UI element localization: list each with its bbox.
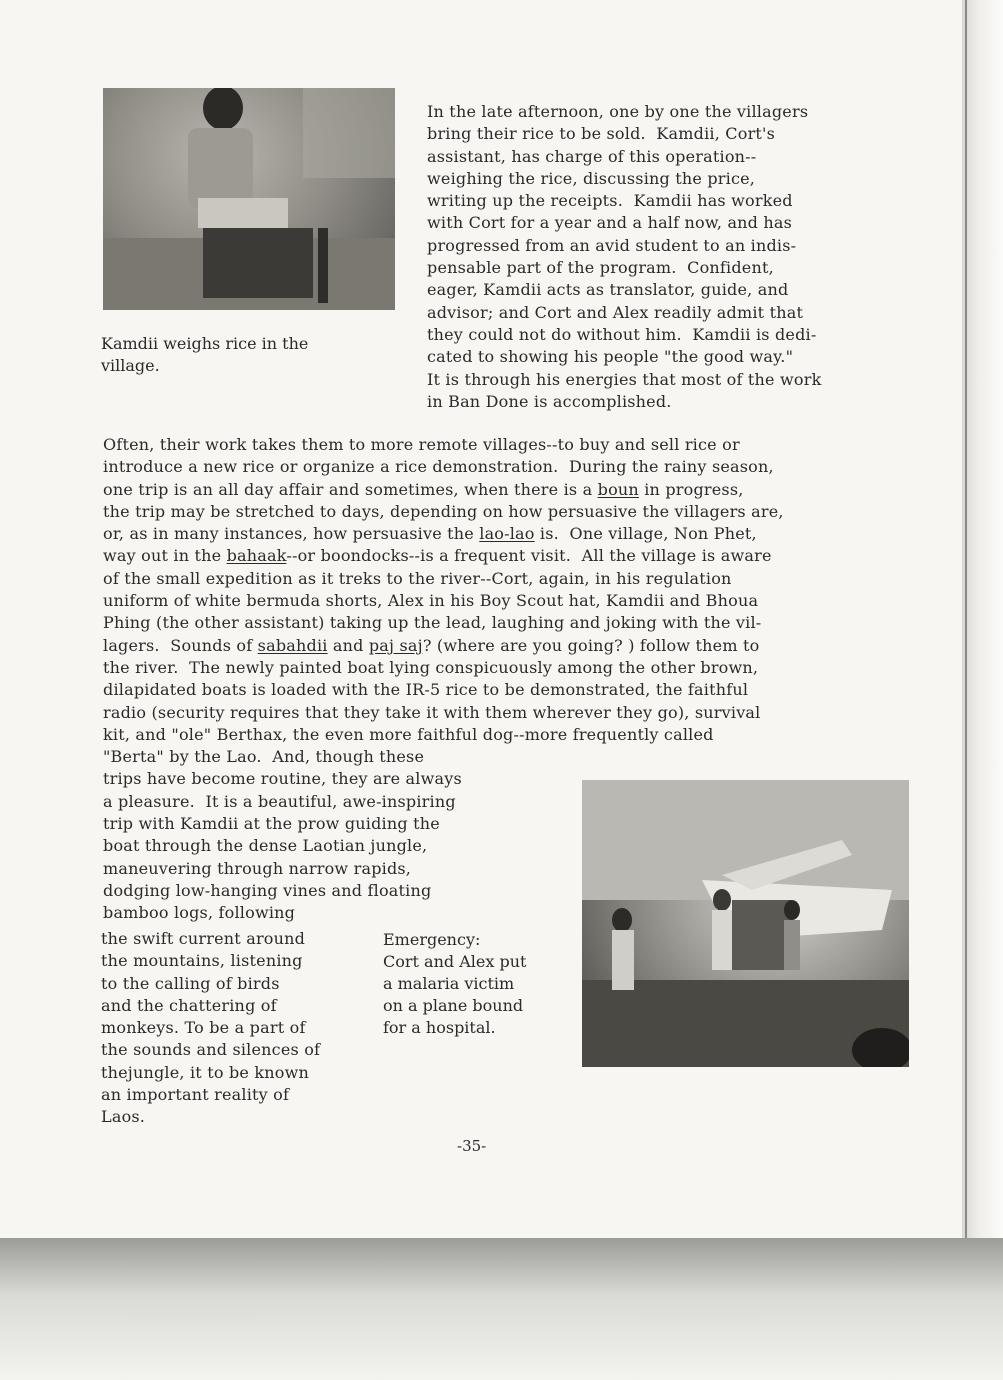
text-line: one trip is an all day affair and sometimes, when there is a	[103, 479, 598, 499]
text-line: way out in the	[103, 546, 227, 566]
text-line: In the late afternoon, one by one the villagers	[427, 102, 809, 121]
text-line: introduce a new rice or organize a rice demonstration. During the rainy season,	[103, 457, 774, 477]
text-line: pensable part of the program. Confident,	[427, 258, 774, 278]
text-line: writing up the receipts. Kamdii has worked	[427, 191, 793, 211]
text-line: of the small expedition as it treks to the river--Cort, again, in his regulation	[103, 568, 732, 588]
term-bahaak: bahaak	[226, 546, 287, 566]
term-lao-lao: lao-lao	[479, 524, 535, 544]
text-line: lagers. Sounds of	[103, 635, 258, 655]
text-line: or, as in many instances, how persuasive the	[103, 524, 480, 544]
left-column-paragraph	[101, 928, 320, 1129]
text-line: with Cort for a year and a half now, and has	[427, 213, 793, 233]
text-line: in Ban Done is accomplished.	[427, 391, 672, 411]
caption-line: for a hospital.	[383, 1018, 496, 1037]
text-line: Laos.	[101, 1107, 146, 1127]
text-line: kit, and "ole" Berthax, the even more faithful dog--more frequently called	[103, 724, 714, 744]
caption-line: a malaria victim	[383, 974, 515, 993]
text-line: thejungle, it to be known	[101, 1062, 309, 1082]
text-line: they could not do without him. Kamdii is dedi-	[427, 324, 817, 344]
text-line: maneuvering through narrow rapids,	[103, 858, 412, 878]
page-number: -35-	[457, 1137, 487, 1155]
text-line: the mountains, listening	[101, 951, 303, 971]
caption-line: on a plane bound	[383, 996, 524, 1015]
caption-line: village.	[101, 356, 160, 375]
text-line: the river. The newly painted boat lying conspicuously among the other brown,	[103, 657, 759, 677]
text-line: is. One village, Non Phet,	[534, 524, 757, 544]
caption-line: Cort and Alex put	[383, 952, 527, 971]
text-line: radio (security requires that they take it with them wherever they go), survival	[103, 702, 761, 722]
text-line: ? (where are you going? ) follow them to	[422, 635, 760, 655]
text-line: dodging low-hanging vines and floating	[103, 880, 432, 900]
caption-line: Emergency:	[383, 930, 481, 949]
text-line: trips have become routine, they are always	[103, 769, 462, 789]
text-line: trip with Kamdii at the prow guiding the	[103, 814, 440, 834]
book-spine-edge	[962, 0, 1003, 1380]
term-sabahdii: sabahdii	[257, 635, 328, 655]
text-line: bring their rice to be sold. Kamdii, Cort's	[427, 124, 776, 144]
photo-caption-emergency	[383, 929, 526, 1039]
photo-plane-malaria-victim	[582, 780, 909, 1067]
text-line: progressed from an avid student to an indis-	[427, 235, 797, 255]
text-line: Phing (the other assistant) taking up the lead, laughing and joking with the vil-	[103, 613, 762, 633]
text-line: in progress,	[638, 479, 744, 499]
term-boun: boun	[597, 479, 639, 499]
text-line: boat through the dense Laotian jungle,	[103, 836, 428, 856]
text-line: bamboo logs, following	[103, 903, 296, 923]
text-line: Often, their work takes them to more remote villages--to buy and sell rice or	[103, 435, 740, 454]
text-line: weighing the rice, discussing the price,	[427, 168, 756, 188]
text-line: advisor; and Cort and Alex readily admit that	[427, 302, 804, 322]
photo-caption-kamdii	[101, 333, 308, 377]
term-paj-saj: paj saj	[368, 635, 423, 655]
text-line: "Berta" by the Lao. And, though these	[103, 747, 425, 767]
text-line: uniform of white bermuda shorts, Alex in his Boy Scout hat, Kamdii and Bhoua	[103, 591, 759, 611]
text-line: and the chattering of	[101, 995, 277, 1015]
text-line: --or boondocks--is a frequent visit. All the village is aware	[286, 546, 772, 566]
text-line: eager, Kamdii acts as translator, guide, and	[427, 280, 789, 300]
text-line: and	[327, 635, 369, 655]
text-line: It is through his energies that most of the work	[427, 369, 822, 389]
text-line: monkeys. To be a part of	[101, 1018, 306, 1038]
scan-bottom-shadow	[0, 1238, 1003, 1380]
text-line: dilapidated boats is loaded with the IR-5 rice to be demonstrated, the faithful	[103, 680, 749, 700]
text-line: the trip may be stretched to days, depending on how persuasive the villagers are,	[103, 501, 784, 521]
text-line: the swift current around	[101, 929, 306, 948]
text-line: the sounds and silences of	[101, 1040, 321, 1060]
caption-line: Kamdii weighs rice in the	[101, 334, 309, 353]
text-line: an important reality of	[101, 1085, 290, 1105]
text-line: cated to showing his people "the good way."	[427, 347, 794, 367]
text-line: assistant, has charge of this operation--	[427, 146, 757, 166]
photo-kamdii-weighing-rice	[103, 88, 395, 310]
text-line: to the calling of birds	[101, 973, 280, 993]
page-edge-line	[965, 0, 967, 1245]
top-paragraph	[427, 101, 821, 413]
text-line: a pleasure. It is a beautiful, awe-inspiring	[103, 791, 456, 811]
